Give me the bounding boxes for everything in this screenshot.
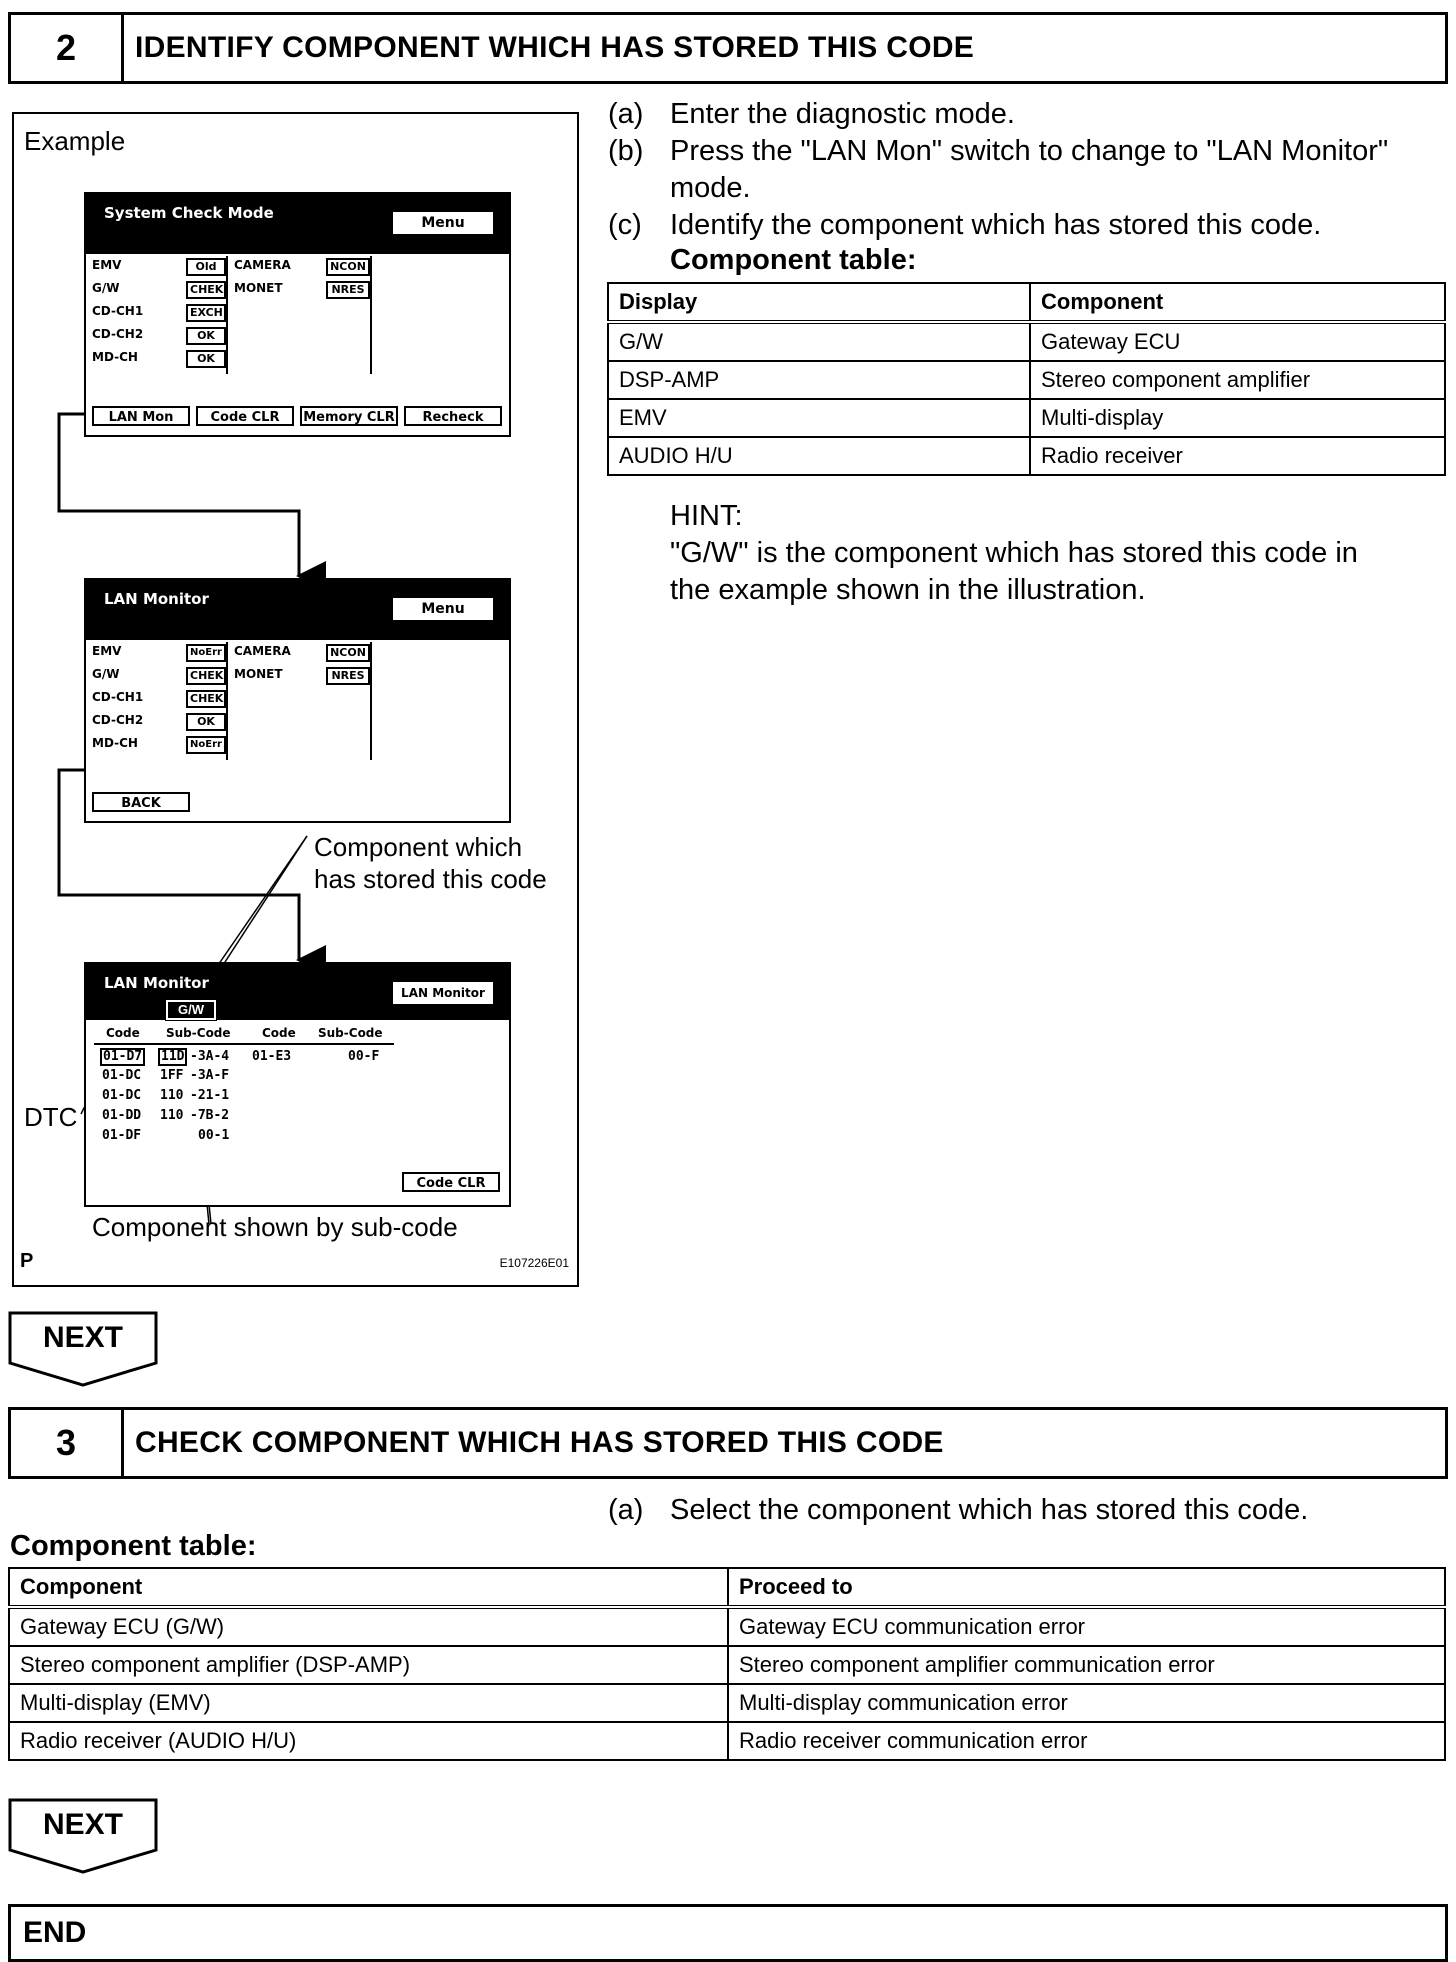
next-label: NEXT — [42, 1808, 123, 1841]
dtc-code: 01-D7 — [100, 1048, 145, 1066]
row-label: G/W — [92, 281, 120, 295]
table-row — [608, 322, 1445, 361]
figure-id: E107226E01 — [499, 1256, 569, 1270]
status-badge: NCON — [326, 644, 370, 662]
code-clr-button[interactable]: Code CLR — [402, 1172, 500, 1192]
hint-text: "G/W" is the component which has stored this code in — [670, 537, 1358, 569]
table-cell: Multi-display — [1030, 399, 1445, 437]
instruction-label: (c) — [608, 209, 642, 241]
instruction-a — [608, 1492, 1448, 1532]
dtc-code: 01-E3 — [252, 1049, 292, 1064]
hint-title: HINT: — [670, 500, 743, 532]
sub-code: -7B-2 — [190, 1108, 230, 1123]
status-badge: CHEK — [186, 690, 226, 708]
status-badge: NCON — [326, 258, 370, 276]
sub-code: -3A-F — [190, 1068, 230, 1083]
lan-monitor-detail-screen — [84, 962, 511, 1207]
table-cell: Multi-display (EMV) — [9, 1684, 728, 1722]
table-cell: Radio receiver — [1030, 437, 1445, 475]
column-divider — [226, 642, 228, 760]
status-badge-selected[interactable]: CHEK — [186, 667, 226, 685]
recheck-button[interactable]: Recheck — [404, 406, 502, 426]
dtc-code: 01-DD — [102, 1108, 142, 1123]
example-label: Example — [24, 126, 126, 156]
column-header: Code — [262, 1026, 296, 1040]
table-row — [9, 1722, 1445, 1760]
table-header: Component — [1030, 283, 1445, 322]
row-label: G/W — [92, 667, 120, 681]
table-cell: Stereo component amplifier — [1030, 361, 1445, 399]
screen-title-bar — [86, 964, 509, 1020]
example-figure — [12, 112, 579, 1287]
table-cell: EMV — [608, 399, 1030, 437]
status-badge: NRES — [326, 281, 370, 299]
status-badge: Old — [186, 258, 226, 276]
column-divider — [370, 642, 372, 760]
step-title: CHECK COMPONENT WHICH HAS STORED THIS CODE — [135, 1426, 944, 1459]
dtc-code: 01-DC — [102, 1068, 142, 1083]
sub-code-component: 1FF — [160, 1068, 184, 1083]
lan-mon-button[interactable]: LAN Mon — [92, 406, 190, 426]
screen-title: System Check Mode — [104, 204, 274, 222]
end-label: END — [23, 1916, 87, 1949]
table-row — [9, 1607, 1445, 1646]
hint-text-cont: the example shown in the illustration. — [670, 574, 1146, 606]
column-header: Code — [106, 1026, 140, 1040]
sub-code: 00-F — [348, 1049, 380, 1064]
sub-code: -21-1 — [190, 1088, 230, 1103]
menu-button[interactable]: Menu — [393, 598, 493, 620]
instruction-a — [608, 96, 1448, 136]
dtc-label: DTC — [24, 1102, 78, 1132]
instruction-text-cont: mode. — [670, 172, 751, 204]
table-cell: Multi-display communication error — [728, 1684, 1445, 1722]
row-label: CD-CH1 — [92, 690, 144, 704]
table-row — [9, 1684, 1445, 1722]
row-label: MONET — [234, 667, 283, 681]
screen-title: LAN Monitor — [104, 590, 209, 608]
component-table-step2 — [607, 282, 1446, 476]
component-table-heading: Component table: — [10, 1530, 257, 1562]
callout-component-stored: Component which — [314, 832, 523, 862]
instruction-label: (b) — [608, 135, 644, 167]
status-badge: NRES — [326, 667, 370, 685]
header-underline — [94, 1043, 394, 1045]
status-badge: OK — [186, 350, 226, 368]
next-arrow-2 — [8, 1798, 158, 1878]
row-label: CD-CH2 — [92, 713, 144, 727]
row-label: CD-CH2 — [92, 327, 144, 341]
next-label: NEXT — [42, 1321, 123, 1354]
system-check-screen — [84, 192, 511, 437]
instruction-label: (a) — [608, 1494, 644, 1526]
instruction-label: (a) — [608, 98, 644, 130]
instruction-text: Enter the diagnostic mode. — [670, 98, 1015, 130]
component-table-heading: Component table: — [670, 244, 917, 276]
table-row — [608, 399, 1445, 437]
menu-button[interactable]: Menu — [393, 212, 493, 234]
row-label: MONET — [234, 281, 283, 295]
end-bar — [8, 1904, 1448, 1962]
next-arrow-1 — [8, 1311, 158, 1391]
sub-code-component: 11D — [158, 1048, 187, 1066]
status-badge: NoErr — [186, 736, 226, 754]
table-cell: Gateway ECU communication error — [728, 1607, 1445, 1646]
dtc-code: 01-DC — [102, 1088, 142, 1103]
table-cell: Stereo component amplifier communication error — [728, 1646, 1445, 1684]
table-cell: G/W — [608, 322, 1030, 361]
instruction-b — [608, 133, 1448, 213]
table-cell: Radio receiver (AUDIO H/U) — [9, 1722, 728, 1760]
instruction-text: Press the "LAN Mon" switch to change to "LAN Monitor" — [670, 135, 1389, 167]
column-divider — [370, 256, 372, 374]
step-3-header — [8, 1407, 1448, 1479]
dtc-code: 01-DF — [102, 1128, 142, 1143]
step-2-header — [8, 12, 1448, 84]
table-header: Display — [608, 283, 1030, 322]
column-header: Sub-Code — [166, 1026, 231, 1040]
sub-code-component: 110 — [160, 1108, 184, 1123]
table-header-row — [9, 1568, 1445, 1607]
step-number: 3 — [11, 1410, 124, 1476]
table-cell: AUDIO H/U — [608, 437, 1030, 475]
lan-monitor-screen — [84, 578, 511, 823]
component-table-step3 — [8, 1567, 1446, 1761]
instruction-c — [608, 207, 1448, 247]
back-button[interactable]: BACK — [92, 792, 190, 812]
row-label: CAMERA — [234, 644, 291, 658]
instruction-text: Select the component which has stored this code. — [670, 1494, 1309, 1526]
screen-title-bar — [86, 194, 509, 254]
status-badge: OK — [186, 713, 226, 731]
sub-code: -3A-4 — [190, 1049, 230, 1064]
row-label: EMV — [92, 258, 122, 272]
sub-code: 00-1 — [198, 1128, 230, 1143]
step-number: 2 — [11, 15, 124, 81]
row-label: MD-CH — [92, 736, 138, 750]
table-row — [9, 1646, 1445, 1684]
column-header: Sub-Code — [318, 1026, 383, 1040]
status-badge: NoErr — [186, 644, 226, 662]
table-cell: Gateway ECU — [1030, 322, 1445, 361]
sub-code-component: 110 — [160, 1088, 184, 1103]
status-badge: CHEK — [186, 281, 226, 299]
table-cell: DSP-AMP — [608, 361, 1030, 399]
screen-title: LAN Monitor — [104, 974, 209, 992]
table-cell: Radio receiver communication error — [728, 1722, 1445, 1760]
row-label: CAMERA — [234, 258, 291, 272]
callout-component-stored-cont: has stored this code — [314, 864, 547, 894]
status-badge: EXCH — [186, 304, 226, 322]
table-row — [608, 437, 1445, 475]
memory-clr-button[interactable]: Memory CLR — [300, 406, 398, 426]
instruction-text: Identify the component which has stored this code. — [670, 209, 1322, 241]
callout-sub-code: Component shown by sub-code — [92, 1212, 458, 1242]
selected-component-badge: G/W — [166, 1000, 216, 1020]
row-label: MD-CH — [92, 350, 138, 364]
screen-title-bar — [86, 580, 509, 640]
column-divider — [226, 256, 228, 374]
row-label: EMV — [92, 644, 122, 658]
status-badge: OK — [186, 327, 226, 345]
table-cell: Gateway ECU (G/W) — [9, 1607, 728, 1646]
code-clr-button[interactable]: Code CLR — [196, 406, 294, 426]
table-row — [608, 361, 1445, 399]
lan-monitor-button[interactable]: LAN Monitor — [393, 982, 493, 1004]
table-header-row — [608, 283, 1445, 322]
corner-mark: P — [20, 1250, 34, 1272]
table-cell: Stereo component amplifier (DSP-AMP) — [9, 1646, 728, 1684]
table-header: Proceed to — [728, 1568, 1445, 1607]
step-title: IDENTIFY COMPONENT WHICH HAS STORED THIS CODE — [135, 31, 975, 64]
row-label: CD-CH1 — [92, 304, 144, 318]
table-header: Component — [9, 1568, 728, 1607]
